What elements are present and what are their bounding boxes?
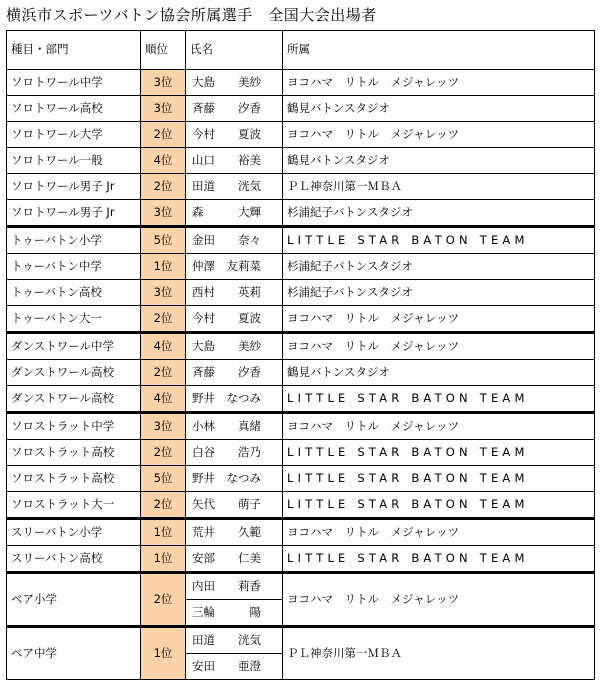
name-cell: 仲澤 友莉菜 (186, 254, 283, 280)
name-cell: 山口 裕美 (186, 148, 283, 174)
rank-cell: 5位 (141, 466, 186, 492)
event-cell: ペア小学 (7, 573, 141, 627)
name-cell: 田道 洸気 (186, 174, 283, 200)
event-cell: トゥーバトン高校 (7, 280, 141, 306)
affiliation-cell: 杉浦紀子バトンスタジオ (283, 254, 595, 280)
rank-cell: 4位 (141, 386, 186, 413)
affiliation-cell: ヨコハマ リトル メジャレッツ (283, 333, 595, 360)
affiliation-cell: 鶴見バトンスタジオ (283, 360, 595, 386)
affiliation-cell: LITTLE STAR BATON TEAM (283, 227, 595, 254)
table-row (7, 280, 595, 306)
header-rank: 順位 (141, 31, 186, 70)
event-cell: ペア中学 (7, 627, 141, 680)
name-cell: 安部 仁美 (186, 546, 283, 573)
name-cell: 斉藤 汐香 (186, 96, 283, 122)
rank-cell: 2位 (141, 360, 186, 386)
page-title: 横浜市スポーツバトン協会所属選手 全国大会出場者 (6, 6, 377, 24)
event-cell: ソロストラット高校 (7, 466, 141, 492)
affiliation-cell: 杉浦紀子バトンスタジオ (283, 200, 595, 227)
rank-cell: 3位 (141, 200, 186, 227)
affiliation-cell: LITTLE STAR BATON TEAM (283, 546, 595, 573)
name-cell: 森 大輝 (186, 200, 283, 227)
name-cell: 野井 なつみ (186, 386, 283, 413)
name-cell: 西村 英莉 (186, 280, 283, 306)
affiliation-cell: ヨコハマ リトル メジャレッツ (283, 122, 595, 148)
event-cell: ダンストワール中学 (7, 333, 141, 360)
rank-cell: 4位 (141, 333, 186, 360)
table-row (7, 466, 595, 492)
name-cell: 白谷 浩乃 (186, 440, 283, 466)
name-cell: 矢代 萌子 (186, 492, 283, 519)
table-row (7, 492, 595, 519)
table-row (7, 386, 595, 413)
table-row (7, 360, 595, 386)
table-row (7, 122, 595, 148)
event-cell: トゥーバトン大一 (7, 306, 141, 333)
affiliation-cell: 杉浦紀子バトンスタジオ (283, 280, 595, 306)
affiliation-cell: ヨコハマ リトル メジャレッツ (283, 70, 595, 96)
table-body (7, 70, 595, 680)
rank-cell: 1位 (141, 627, 186, 680)
pair-row (7, 627, 595, 654)
name-cell: 今村 夏波 (186, 306, 283, 333)
table-row (7, 174, 595, 200)
event-cell: ソロトワール男子 Jr (7, 174, 141, 200)
rank-cell: 3位 (141, 413, 186, 440)
name-cell: 田道 洸気 (186, 627, 283, 654)
table-row (7, 413, 595, 440)
table-row (7, 306, 595, 333)
affiliation-cell: LITTLE STAR BATON TEAM (283, 440, 595, 466)
event-cell: ソロストラット高校 (7, 440, 141, 466)
header-name: 氏名 (186, 31, 283, 70)
event-cell: ソロトワール中学 (7, 70, 141, 96)
affiliation-cell: 鶴見バトンスタジオ (283, 148, 595, 174)
affiliation-cell: ＰＬ神奈川第一ＭＢＡ (283, 174, 595, 200)
rank-cell: 1位 (141, 519, 186, 546)
name-cell: 金田 奈々 (186, 227, 283, 254)
rank-cell: 3位 (141, 96, 186, 122)
table-row (7, 333, 595, 360)
pair-row (7, 573, 595, 600)
name-cell: 小林 真緒 (186, 413, 283, 440)
event-cell: スリーバトン小学 (7, 519, 141, 546)
affiliation-cell: LITTLE STAR BATON TEAM (283, 386, 595, 413)
table-row (7, 546, 595, 573)
header-event: 種目・部門 (7, 31, 141, 70)
name-cell: 安田 亜澄 (186, 654, 283, 680)
table-row (7, 148, 595, 174)
table-row (7, 200, 595, 227)
event-cell: ソロトワール高校 (7, 96, 141, 122)
name-cell: 内田 莉香 (186, 573, 283, 600)
table-row (7, 519, 595, 546)
event-cell: スリーバトン高校 (7, 546, 141, 573)
table-header-row (7, 31, 595, 70)
event-cell: ソロストラット中学 (7, 413, 141, 440)
event-cell: ダンストワール高校 (7, 386, 141, 413)
rank-cell: 1位 (141, 254, 186, 280)
rank-cell: 2位 (141, 440, 186, 466)
header-affiliation: 所属 (283, 31, 595, 70)
event-cell: トゥーバトン小学 (7, 227, 141, 254)
event-cell: ソロトワール大学 (7, 122, 141, 148)
name-cell: 荒井 久範 (186, 519, 283, 546)
table-row (7, 254, 595, 280)
affiliation-cell: ヨコハマ リトル メジャレッツ (283, 519, 595, 546)
name-cell: 三輪 陽 (186, 600, 283, 627)
event-cell: ダンストワール高校 (7, 360, 141, 386)
name-cell: 大島 美紗 (186, 333, 283, 360)
rank-cell: 2位 (141, 306, 186, 333)
affiliation-cell: LITTLE STAR BATON TEAM (283, 466, 595, 492)
affiliation-cell: 鶴見バトンスタジオ (283, 96, 595, 122)
rank-cell: 5位 (141, 227, 186, 254)
affiliation-cell: ＰＬ神奈川第一ＭＢＡ (283, 627, 595, 680)
affiliation-cell: ヨコハマ リトル メジャレッツ (283, 573, 595, 627)
event-cell: トゥーバトン中学 (7, 254, 141, 280)
rank-cell: 3位 (141, 280, 186, 306)
rank-cell: 2位 (141, 492, 186, 519)
table-row (7, 96, 595, 122)
name-cell: 斉藤 汐香 (186, 360, 283, 386)
rank-cell: 2位 (141, 174, 186, 200)
event-cell: ソロストラット大一 (7, 492, 141, 519)
name-cell: 野井 なつみ (186, 466, 283, 492)
rank-cell: 3位 (141, 70, 186, 96)
entrants-table (6, 30, 595, 680)
rank-cell: 1位 (141, 546, 186, 573)
table-row (7, 440, 595, 466)
table-row (7, 227, 595, 254)
event-cell: ソロトワール男子 Jr (7, 200, 141, 227)
affiliation-cell: LITTLE STAR BATON TEAM (283, 492, 595, 519)
event-cell: ソロトワール一般 (7, 148, 141, 174)
affiliation-cell: ヨコハマ リトル メジャレッツ (283, 413, 595, 440)
name-cell: 大島 美紗 (186, 70, 283, 96)
rank-cell: 2位 (141, 573, 186, 627)
affiliation-cell: ヨコハマ リトル メジャレッツ (283, 306, 595, 333)
rank-cell: 2位 (141, 122, 186, 148)
table-row (7, 70, 595, 96)
name-cell: 今村 夏波 (186, 122, 283, 148)
rank-cell: 4位 (141, 148, 186, 174)
